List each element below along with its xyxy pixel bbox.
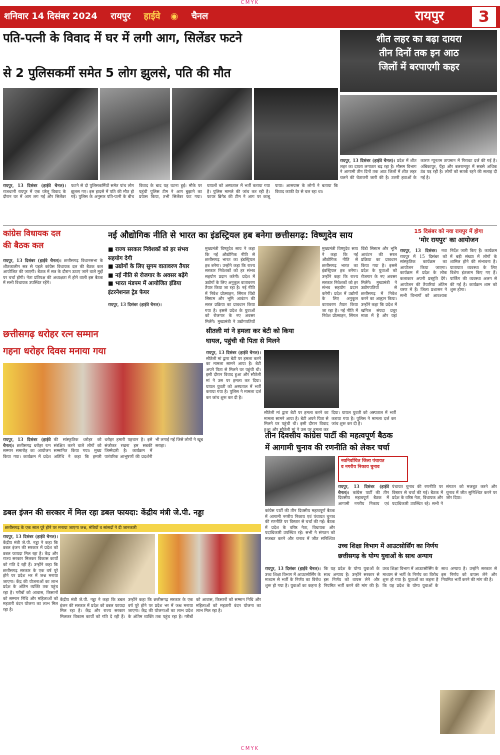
industry-bullet-text: उद्योगों के लिए सुगम वातावरण तैयार bbox=[115, 264, 190, 270]
festival-body bbox=[400, 248, 497, 428]
crime-headline-line2: घायल, पहुंची थी पिता से मिलने bbox=[206, 337, 280, 345]
industry-bullet: ■ राज्य सरकार निवेशकों को हर संभव सहयोग देगी bbox=[108, 247, 189, 262]
meeting-box-line1: नवनिर्वाचित जिला पंचायत bbox=[341, 459, 385, 464]
congress-headline bbox=[3, 228, 103, 256]
lead-headline bbox=[3, 30, 338, 64]
industry-dateline: रायपुर, 13 दिसंबर (हाईवे चैनल)। bbox=[108, 302, 162, 307]
cold-headline-line3: जिलों में बरपाएगी कहर bbox=[378, 62, 460, 73]
masthead bbox=[0, 6, 500, 28]
crime-body bbox=[206, 350, 261, 500]
congress-headline-line2: की बैठक कल bbox=[3, 241, 44, 250]
nadda-body bbox=[3, 534, 58, 734]
education-dateline: रायपुर, 13 दिसंबर (हाईवे चैनल)। bbox=[265, 566, 321, 571]
industry-bullet: ■ उद्योगों के लिए सुगम वातावरण तैयार bbox=[108, 264, 190, 270]
education-headline-line2: छत्तीसगढ़ के योग्य युवाओं के साथ अन्याय bbox=[338, 553, 433, 560]
lead-photo-4 bbox=[254, 88, 338, 180]
masthead-city-small: रायपुर bbox=[110, 12, 131, 22]
education-headline bbox=[338, 542, 497, 564]
industry-body-3: मुख्यमंत्री विष्णुदेव साय ने कहा कि नई औद्योगिक नीति से छत्तीसगढ़ भारत का इंडस्ट्रियल हब बनेगा। उन्होंने कहा कि राज्य सरकार निवेशकों को हर संभव सहयोग प्रदान करेगी। प्रदेश में उद्योगों के लिए अनुकूल वातावरण तैयार किया जा रहा है। नई नीति में निवेश प्रोत्साहन, सिंगल विंडो सिस्टम और भूमि आवंटन की सरल प्रक्रिया का प्रावधान किया गया है। इससे प्रदेश के युवाओं को रोजगार के नए अवसर मिलेंगे। मुख्यमंत्री ने उद्योगपतियों से छत्तीसगढ़ में निवेश करने का आह्वान किया। उन्होंने कहा कि प्रदेश में खनिज संपदा प्रचुर मात्रा में है और यहां bbox=[322, 246, 397, 319]
meeting-body-2: कांग्रेस पार्टी की तीन दिवसीय महत्वपूर्ण बैठक में आगामी नगरीय निकाय एवं पंचायत चुनाव की रणनीति पर विस्तार से चर्चा की गई। बैठक में प्रदेश के वरिष्ठ नेता, विधायक और पदाधिकारी उपस्थित रहे। सभी ने संगठन को मजबूत करने और चुनाव में जीत सुनिश्चित bbox=[265, 508, 335, 540]
cold-headline-line1: शीत लहर का बढ़ा दायरा bbox=[376, 34, 462, 45]
lead-headline-line1: पति-पत्नी के विवाद में घर में लगी आग, सिलेंडर फटने bbox=[3, 31, 243, 45]
industry-bullets bbox=[108, 246, 203, 300]
nadda-body-text: केंद्रीय मंत्री जे.पी. नड्डा ने कहा कि डबल इंजन की सरकार में प्रदेश को डबल फायदा मिल रहा है। केंद्र और राज्य सरकार मिलकर विकास कार्यों को गति दे रही हैं। उन्होंने कहा कि छत्तीसगढ़ सरकार के एक वर्ष पूरे होने पर प्रदेश भर में जश्न मनाया जाएगा। केंद्र की योजनाओं का लाभ प्रदेश के अंतिम व्यक्ति तक पहुंच रहा है। गरीबों को आवास, किसानों को सम्मान निधि और महिलाओं को महतारी वंदन योजना का लाभ मिल रहा है। bbox=[3, 539, 58, 612]
issue-date: शनिवार 14 दिसंबर 2024 bbox=[4, 12, 98, 22]
lead-dateline: रायपुर, 13 दिसंबर (हाईवे चैनल)। bbox=[3, 183, 66, 188]
meeting-body bbox=[338, 484, 497, 540]
congress-headline-line1: कांग्रेस विधायक दल bbox=[3, 229, 61, 238]
cold-headline-line2: तीन दिनों तक इन आठ bbox=[379, 48, 459, 59]
crime-headline bbox=[206, 326, 396, 348]
festival-headline-line2: 'मोर रायपुर' का आयोजन bbox=[418, 236, 479, 244]
heritage-body bbox=[3, 437, 203, 503]
meeting-headline-line2: में आगामी चुनाव की रणनीति को लेकर चर्चा bbox=[265, 442, 390, 452]
festival-headline bbox=[400, 228, 497, 246]
industry-bullet-text: राज्य सरकार निवेशकों को हर संभव सहयोग देगी bbox=[108, 247, 189, 262]
meeting-body-text: कांग्रेस पार्टी की तीन दिवसीय महत्वपूर्ण बैठक में आगामी नगरीय निकाय एवं पंचायत चुनाव की रणनीति पर विस्तार से चर्चा की गई। बैठक में प्रदेश के वरिष्ठ नेता, विधायक और पदाधिकारी उपस्थित रहे। सभी ने संगठन को मजबूत करने और चुनाव में जीत सुनिश्चित करने पर जोर दिया। bbox=[338, 484, 497, 506]
education-body-text: उच्च शिक्षा विभाग में आउटसोर्सिंग के माध्यम से भर्ती के निर्णय का विरोध शुरू हो गया है। युवाओं का कहना है कि यह प्रदेश के योग्य युवाओं के साथ अन्याय है। उन्होंने सरकार से इस निर्णय को वापस लेने और नियमित भर्ती करने की मांग की है। bbox=[265, 566, 380, 588]
nadda-body-2: केंद्रीय मंत्री जे.पी. नड्डा ने कहा कि डबल इंजन की सरकार में प्रदेश को डबल फायदा मिल रहा है। केंद्र और राज्य सरकार मिलकर विकास कार्यों को गति दे रही हैं। उन्होंने कहा कि छत्तीसगढ़ सरकार के एक वर्ष पूरे होने पर प्रदेश भर में जश्न मनाया जाएगा। केंद्र की योजनाओं का लाभ प्रदेश के अंतिम व्यक्ति तक पहुंच रहा है। गरीबों को आवास, किसानों को सम्मान निधि और महिलाओं को महतारी वंदन योजना का लाभ मिल रहा है। bbox=[60, 597, 261, 619]
lead-photo-3 bbox=[172, 88, 252, 180]
lead-body bbox=[3, 183, 338, 223]
meeting-box-line2: व नगरीय निकाय चुनाव bbox=[341, 465, 380, 470]
lead-photo-1 bbox=[3, 88, 98, 180]
congress-body-text: छत्तीसगढ़ विधानसभा के शीतकालीन सत्र से पहले कांग्रेस विधायक दल की बैठक कल आयोजित की जाएगी। बैठक में सत्र के दौरान उठाए जाने वाले मुद्दों पर चर्चा होगी। नेता प्रतिपक्ष की अध्यक्षता में होने वाली इस बैठक में सभी विधायक उपस्थित रहेंगे। bbox=[3, 258, 103, 286]
cold-photo-2 bbox=[340, 95, 497, 155]
industry-bullet: ■ नई नीति से रोजगार के अवसर बढ़ेंगे bbox=[108, 272, 188, 279]
congress-dateline: रायपुर, 13 दिसंबर (हाईवे चैनल)। bbox=[3, 258, 62, 263]
cold-dateline: रायपुर, 13 दिसंबर (हाईवे चैनल)। bbox=[340, 158, 396, 163]
heritage-headline-line2: गहना धरोहर दिवस मनाया गया bbox=[3, 346, 106, 357]
meeting-headline bbox=[265, 430, 497, 454]
education-headline-line1: उच्च शिक्षा विभाग में आउटसोर्सिंग का निर्णय bbox=[338, 543, 438, 550]
congress-body bbox=[3, 258, 103, 324]
nadda-photo-2 bbox=[158, 534, 261, 594]
festival-body-text: नवा रायपुर में 15 दिसंबर को सांस्कृतिक कार्यक्रम का आयोजन किया जाएगा। कार्यक्रम में प्रदेश के लोक कलाकार अपनी प्रस्तुति देंगे। आयोजन की तैयारियां अंतिम चरण में हैं। जिला प्रशासन ने सभी विभागों को आवश्यक निर्देश जारी किए हैं। कार्यक्रम में बड़ी संख्या में लोगों के शामिल होने की संभावना है। यातायात व्यवस्था के लिए विशेष इंतजाम किए गए हैं। पार्किंग की व्यवस्था अलग से की गई है। कार्यक्रम शाम को शुरू होगा। bbox=[400, 248, 497, 298]
education-body-text-cont: उच्च शिक्षा विभाग में आउटसोर्सिंग के माध्यम से भर्ती के निर्णय का विरोध शुरू हो गया है। युवाओं का कहना है कि यह प्रदेश के योग्य युवाओं के साथ अन्याय है। उन्होंने सरकार से इस निर्णय को वापस लेने और नियमित भर्ती करने की मांग की है। bbox=[382, 566, 497, 588]
nadda-headline: डबल इंजन की सरकार में मिल रहा डबल फायदा: केंद्रीय मंत्री जे.पी. नड्डा bbox=[3, 508, 204, 517]
masthead-city: रायपुर bbox=[415, 9, 444, 24]
crime-headline-line1: सीतली मां ने हमला कर बेटी को किया bbox=[206, 327, 294, 335]
heritage-body-text: छत्तीसगढ़ धरोहर रत्न सम्मान समारोह का आयोजन किया गया। कार्यक्रम में प्रदेश की सांस्कृतिक धरोहर को संरक्षित करने वाले लोगों को सम्मानित किया गया। मुख्य अतिथि ने कहा कि हमारी धरोहर हमारी पहचान है। इसे संजोकर रखना हम सबकी जिम्मेदारी है। कार्यक्रम में पारंपरिक आभूषणों की प्रदर्शनी भी लगाई गई जिसे लोगों ने खूब सराहा। bbox=[3, 437, 203, 459]
heritage-headline-line1: छत्तीसगढ़ धरोहर रत्न सम्मान bbox=[3, 329, 99, 340]
heritage-dateline: रायपुर, 13 दिसंबर (हाईवे चैनल)। bbox=[3, 437, 51, 448]
nadda-photo-1 bbox=[60, 534, 155, 594]
cm-photo bbox=[258, 246, 320, 306]
heritage-headline bbox=[3, 326, 203, 362]
nadda-caption: छत्तीसगढ़ के एक साल पूरे होने पर मनाया जाएगा जश्न, मंत्रियों व सांसदों ने दी जानकारी bbox=[3, 524, 261, 532]
industry-body-1 bbox=[108, 302, 203, 324]
page-number: 3 bbox=[472, 7, 496, 27]
cold-body bbox=[340, 158, 497, 224]
masthead-left: शनिवार 14 दिसंबर 2024 रायपुर हाईवे ◉ चैनल bbox=[4, 12, 209, 22]
cmyk-mark-top: CMYK bbox=[240, 0, 260, 6]
industry-bullet-text: नई नीति से रोजगार के अवसर बढ़ेंगे bbox=[115, 272, 188, 279]
education-photo bbox=[440, 690, 495, 734]
festival-dateline: रायपुर, 13 दिसंबर। bbox=[400, 248, 438, 253]
meeting-dateline: रायपुर, 13 दिसंबर (हाईवे चैनल)। bbox=[338, 484, 389, 495]
brand-name: हाईवे bbox=[143, 12, 161, 22]
crime-photo bbox=[264, 350, 339, 408]
industry-body-2: मुख्यमंत्री विष्णुदेव साय ने कहा कि नई औद्योगिक नीति से छत्तीसगढ़ भारत का इंडस्ट्रियल हब बनेगा। उन्होंने कहा कि राज्य सरकार निवेशकों को हर संभव सहयोग प्रदान करेगी। प्रदेश में उद्योगों के लिए अनुकूल वातावरण तैयार किया जा रहा है। नई नीति में निवेश प्रोत्साहन, सिंगल विंडो सिस्टम और भूमि आवंटन की सरल प्रक्रिया का प्रावधान किया गया है। इससे प्रदेश के युवाओं को रोजगार के नए अवसर मिलेंगे। मुख्यमंत्री ने उद्योगपतियों bbox=[205, 246, 255, 324]
nadda-dateline: रायपुर, 13 दिसंबर (हाईवे चैनल)। bbox=[3, 534, 58, 539]
cold-body-text: प्रदेश में शीत लहर का दायरा लगातार बढ़ रहा है। मौसम विभाग ने आगामी तीन दिनों तक आठ जिलों में शीत लहर चलने की चेतावनी जारी की है। उत्तरी हवाओं के कारण न्यूनतम तापमान में गिरावट दर्ज की गई है। अंबिकापुर, पेंड्रा और बलरामपुर में सबसे अधिक ठंड पड़ रही है। लोगों को सतर्क रहने की सलाह दी गई है। bbox=[340, 158, 497, 180]
heritage-photo bbox=[3, 363, 203, 435]
crime-body-2: सौतेली मां द्वारा बेटी पर हमला करने का मामला सामने आया है। बेटी अपने पिता से मिलने घर पहुंची थी। इसी दौरान विवाद हुआ और सौतेली मां ने उस पर हमला कर दिया। घायल युवती को अस्पताल में भर्ती कराया गया है। पुलिस ने मामला दर्ज कर जांच शुरू कर दी है। bbox=[264, 410, 396, 432]
industry-bullet-text: भारत मंडपम में आयोजित इंडिया इंटरनेशनल ट्रेड फेयर bbox=[108, 281, 182, 296]
meeting-box bbox=[338, 456, 408, 482]
lead-body-text: राजधानी रायपुर में एक घरेलू विवाद के दौरान घर में आग लग गई और सिलेंडर फटने से दो पुलिसकर्मियों समेत पांच लोग झुलस गए। इस हादसे में पति की मौत हो गई। पुलिस के अनुसार पति-पत्नी के बीच विवाद के बाद यह घटना हुई। मौके पर पहुंची पुलिस टीम ने आग बुझाने का प्रयास किया, तभी सिलेंडर फट गया। घायलों को अस्पताल में भर्ती कराया गया है। पुलिस मामले की जांच कर रही है। फायर ब्रिगेड की टीम ने आग पर काबू पाया। आसपास के लोगों ने बताया कि विवाद काफी देर से चल रहा था। bbox=[3, 183, 338, 200]
cold-headline bbox=[344, 33, 494, 91]
lead-photo-2 bbox=[100, 88, 170, 180]
industry-headline: नई औद्योगिक नीति से भारत का इंडस्ट्रियल हब बनेगा छत्तीसगढ़: विष्णुदेव साय bbox=[108, 231, 353, 241]
meeting-photo bbox=[265, 456, 335, 506]
crime-body-text: सौतेली मां द्वारा बेटी पर हमला करने का मामला सामने आया है। बेटी अपने पिता से मिलने घर पहुंची थी। इसी दौरान विवाद हुआ और सौतेली मां ने उस पर हमला कर दिया। घायल युवती को अस्पताल में भर्ती कराया गया है। पुलिस ने मामला दर्ज कर जांच शुरू कर दी है। bbox=[206, 355, 261, 400]
industry-bullet: ■ भारत मंडपम में आयोजित इंडिया इंटरनेशनल ट्रेड फेयर bbox=[108, 281, 182, 296]
brand-suffix: चैनल bbox=[191, 12, 209, 22]
crime-dateline: रायपुर, 13 दिसंबर (हाईवे चैनल)। bbox=[206, 350, 261, 355]
cmyk-mark-bottom: CMYK bbox=[240, 746, 260, 752]
cold-headline-box bbox=[340, 30, 497, 92]
meeting-headline-line1: तीन दिवसीय कांग्रेस पार्टी की महत्वपूर्ण बैठक bbox=[265, 431, 393, 440]
festival-headline-line1: 15 दिसंबर को नवा रायपुर में होगा bbox=[414, 229, 483, 235]
divider-1 bbox=[3, 225, 497, 226]
lead-headline-line2: से 2 पुलिसकर्मी समेत 5 लोग झुलसे, पति की मौत bbox=[3, 66, 231, 80]
